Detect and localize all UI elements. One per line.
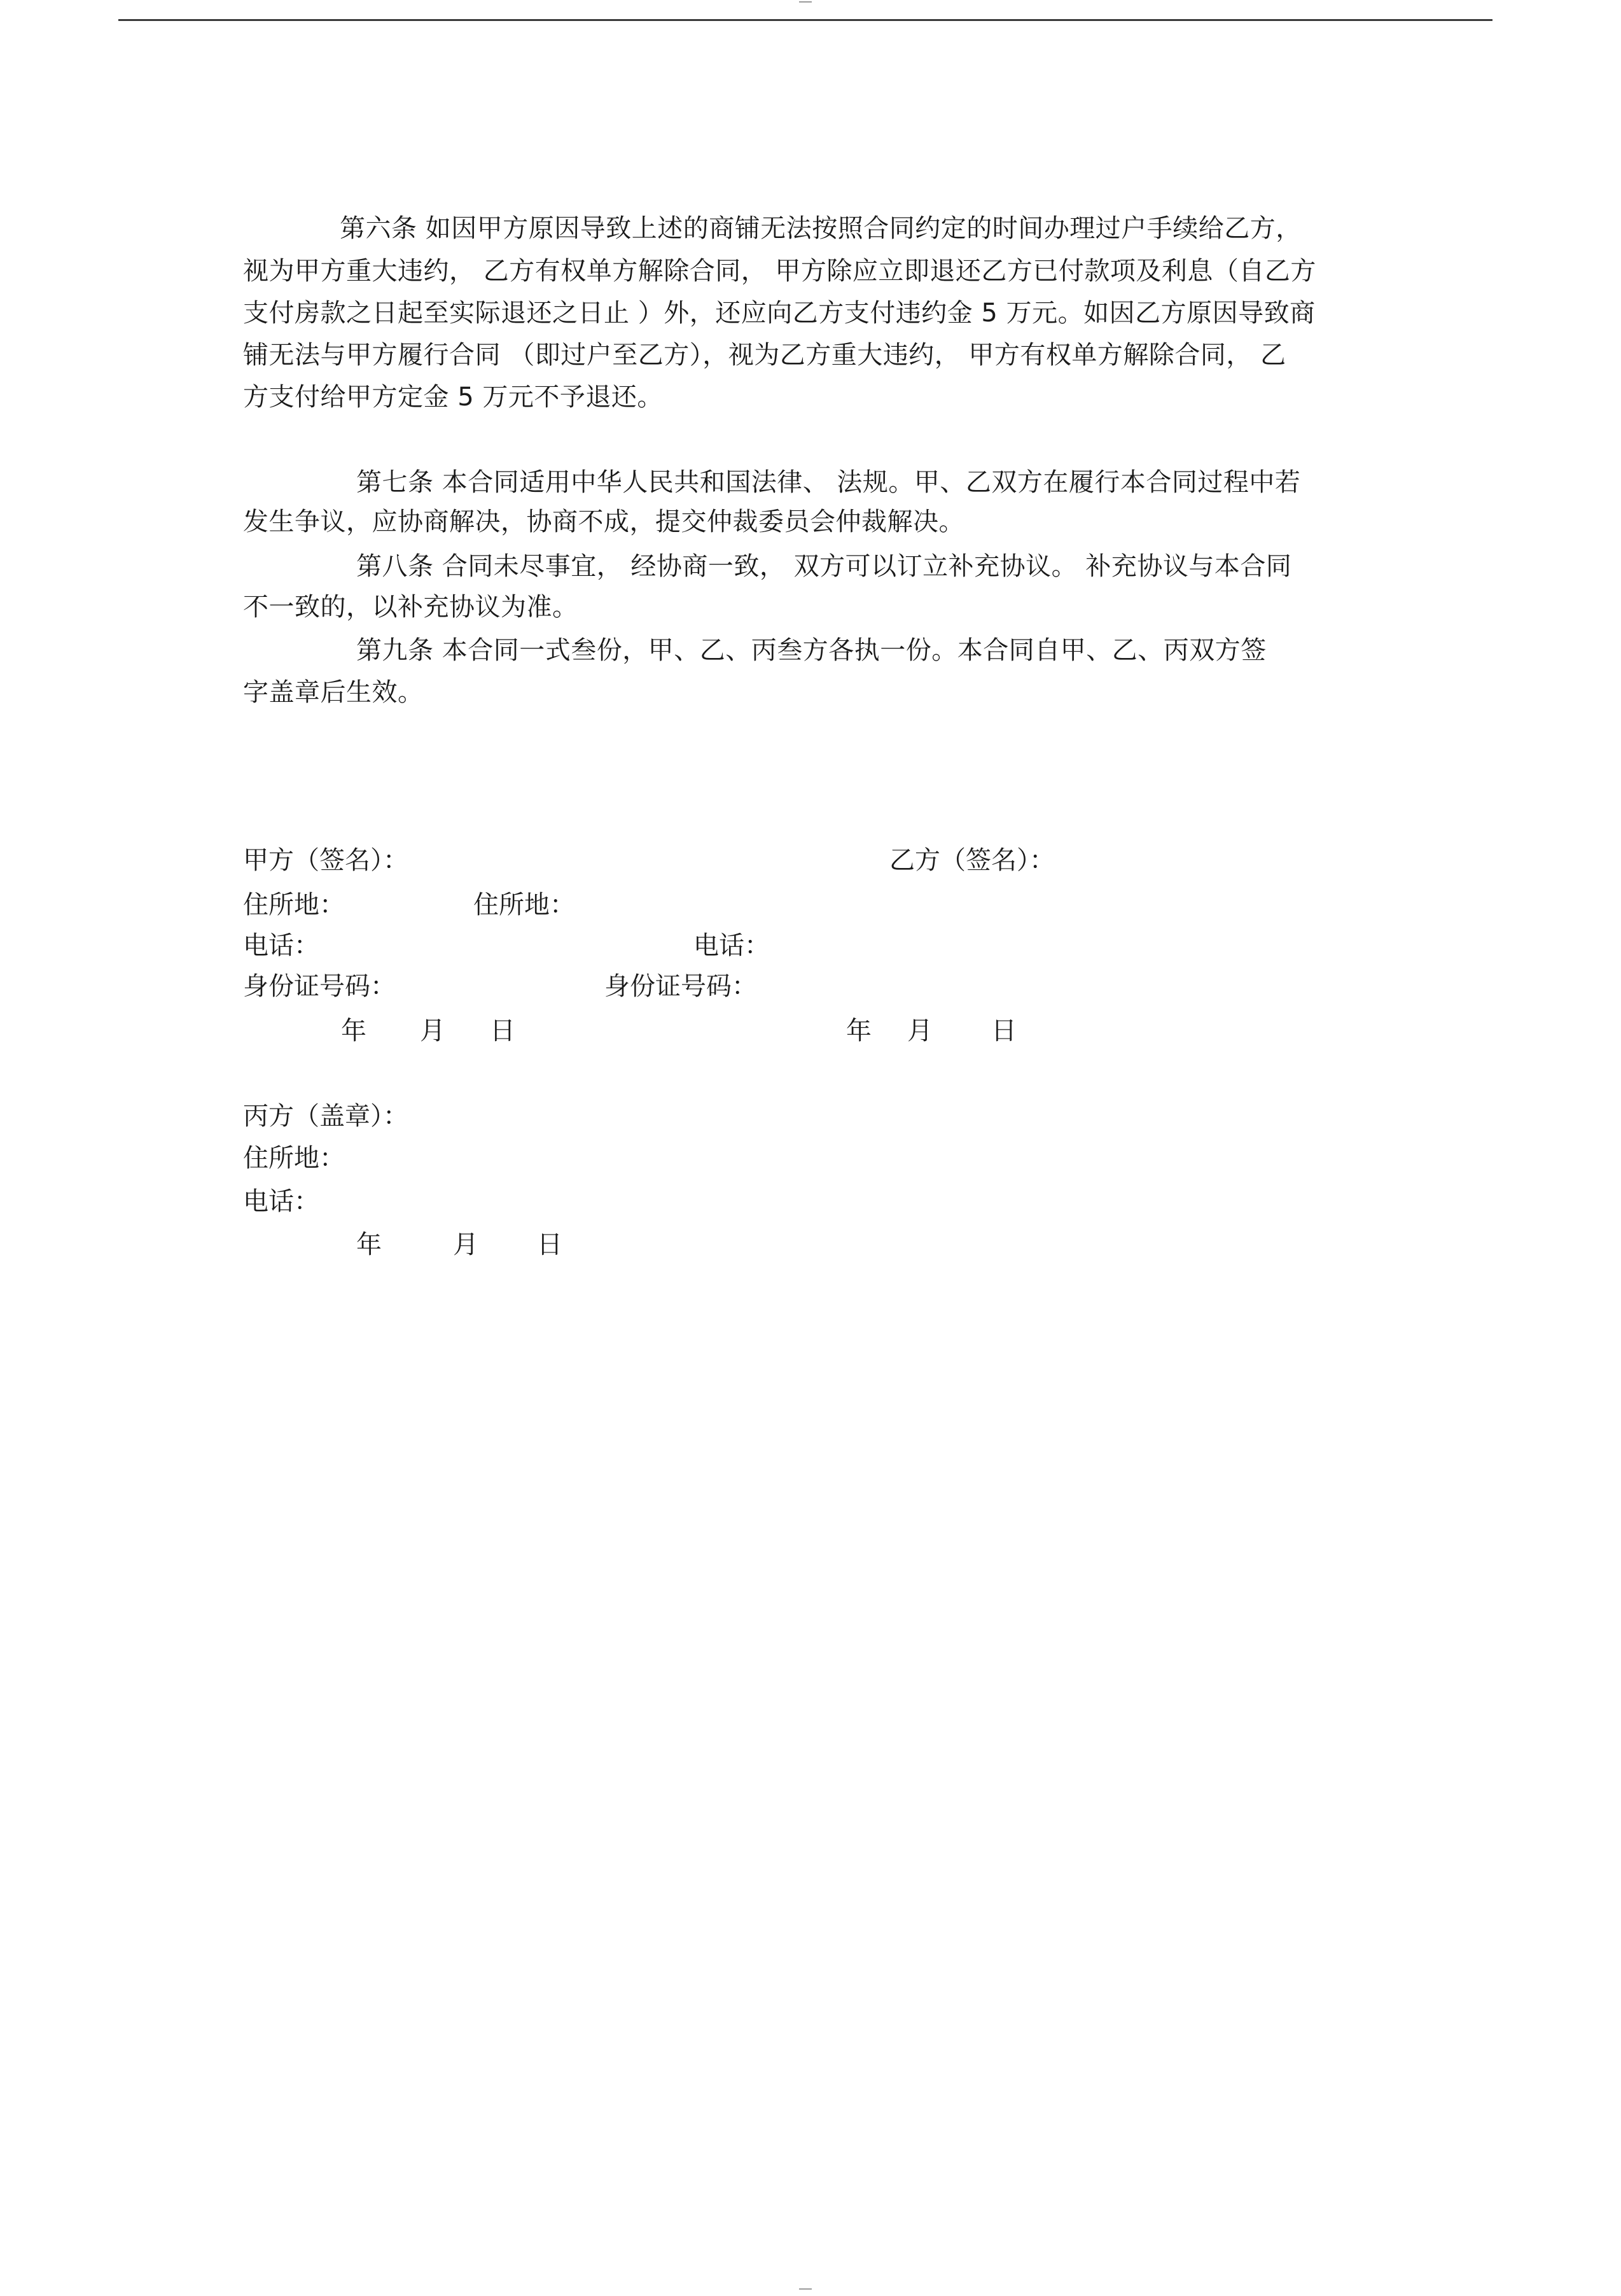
article-6-line-2: 视为甲方重大违约， 乙方有权单方解除合同， 甲方除应立即退还乙方已付款项及利息（自乙方 bbox=[243, 256, 1316, 286]
party-a-address-label: 住所地： bbox=[243, 890, 345, 920]
article-6-line-3: 支付房款之日起至实际退还之日止 ）外，还应向乙方支付违约金 5 万元。如因乙方原因导致商 bbox=[243, 298, 1316, 328]
party-b-signature-label: 乙方（签名）： bbox=[889, 846, 1055, 875]
party-a-id-label: 身份证号码： bbox=[243, 972, 396, 1001]
party-a-date-month: 月 bbox=[420, 1016, 445, 1046]
article-7-line-1: 第七条 本合同适用中华人民共和国法律、 法规。甲、乙双方在履行本合同过程中若 bbox=[356, 468, 1301, 497]
party-c-date-year: 年 bbox=[356, 1230, 382, 1259]
party-c-phone-label: 电话： bbox=[243, 1187, 319, 1216]
party-c-date-day: 日 bbox=[537, 1230, 562, 1259]
party-b-phone-label: 电话： bbox=[693, 931, 770, 960]
article-7-line-2: 发生争议，应协商解决，协商不成，提交仲裁委员会仲裁解决。 bbox=[243, 507, 964, 536]
party-b-address-label: 住所地： bbox=[473, 890, 575, 920]
header-rule bbox=[118, 19, 1492, 21]
party-b-id-label: 身份证号码： bbox=[604, 972, 757, 1001]
party-b-date-month: 月 bbox=[907, 1016, 933, 1046]
party-c-date-month: 月 bbox=[453, 1230, 478, 1259]
header-mark bbox=[799, 1, 812, 6]
party-b-date-day: 日 bbox=[991, 1016, 1017, 1046]
article-8-line-1: 第八条 合同未尽事宜， 经协商一致， 双方可以订立补充协议。 补充协议与本合同 bbox=[356, 552, 1292, 581]
article-9-line-2: 字盖章后生效。 bbox=[243, 678, 424, 707]
article-8-line-2: 不一致的，以补充协议为准。 bbox=[243, 592, 578, 622]
article-6-line-5: 方支付给甲方定金 5 万元不予退还。 bbox=[243, 382, 663, 412]
article-6-line-1: 第六条 如因甲方原因导致上述的商铺无法按照合同约定的时间办理过户手续给乙方， bbox=[340, 214, 1302, 243]
article-9-line-1: 第九条 本合同一式叁份，甲、乙、丙叁方各执一份。本合同自甲、乙、丙双方签 bbox=[356, 636, 1267, 665]
party-c-seal-label: 丙方（盖章）： bbox=[243, 1102, 408, 1131]
party-b-date-year: 年 bbox=[846, 1016, 872, 1046]
party-c-address-label: 住所地： bbox=[243, 1144, 345, 1173]
party-a-date-year: 年 bbox=[341, 1016, 366, 1046]
party-a-phone-label: 电话： bbox=[243, 931, 319, 960]
party-a-date-day: 日 bbox=[490, 1016, 515, 1046]
footer-mark bbox=[799, 2288, 812, 2293]
article-6-line-4: 铺无法与甲方履行合同 （即过户至乙方），视为乙方重大违约， 甲方有权单方解除合同， 乙 bbox=[243, 340, 1286, 370]
party-a-signature-label: 甲方（签名）： bbox=[243, 846, 408, 875]
